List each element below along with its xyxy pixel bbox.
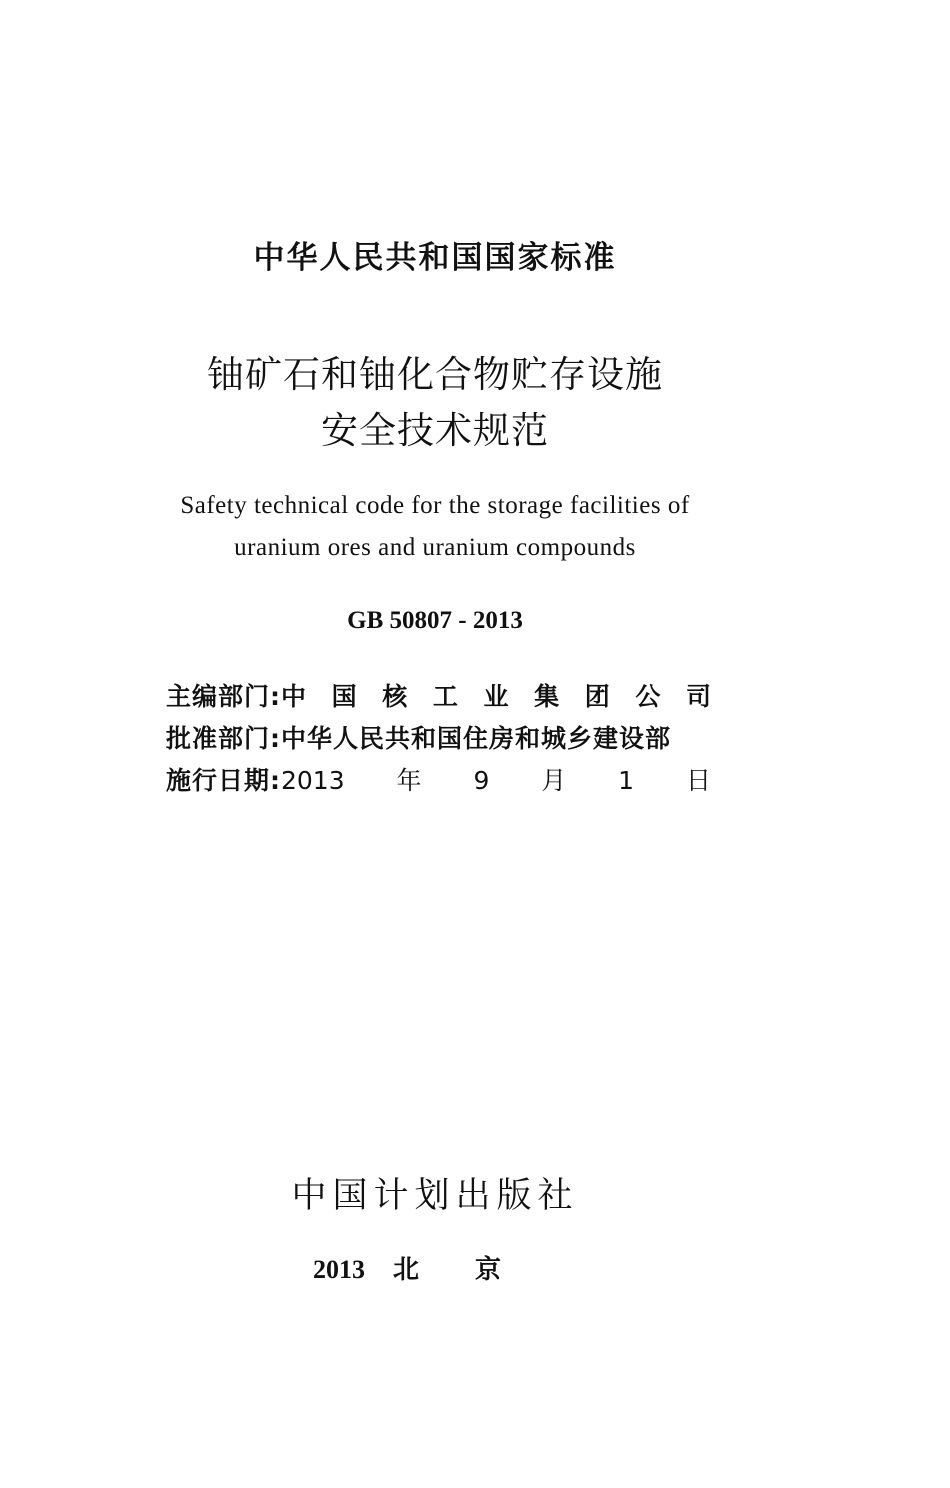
standard-type-header: 中华人民共和国国家标准 [253, 240, 617, 276]
publication-city: 北京 [392, 1255, 557, 1284]
approver-row [166, 718, 711, 760]
editor-row [166, 676, 711, 718]
standard-code: GB 50807 - 2013 [347, 607, 523, 634]
editor-value: 中国核工业集团公司 [281, 682, 711, 711]
title-zh-line-1: 铀矿石和铀化合物贮存设施 [207, 353, 663, 396]
editor-label: 主编部门: [166, 682, 281, 711]
approver-value: 中华人民共和国住房和城乡建设部 [281, 724, 672, 753]
title-en-line-1: Safety technical code for the storage facilities of [180, 492, 690, 519]
publication-place [0, 1252, 870, 1288]
effective-date-value: 2013年9月1日 [281, 766, 711, 795]
effective-date-row [166, 760, 711, 802]
effective-date-label: 施行日期: [166, 766, 281, 795]
title-en-line-2: uranium ores and uranium compounds [234, 534, 636, 561]
publication-year: 2013 [312, 1255, 365, 1284]
info-block [166, 676, 711, 802]
title-zh-line-2: 安全技术规范 [321, 409, 549, 452]
publisher-name: 中国计划出版社 [291, 1176, 579, 1216]
approver-label: 批准部门: [166, 724, 281, 753]
